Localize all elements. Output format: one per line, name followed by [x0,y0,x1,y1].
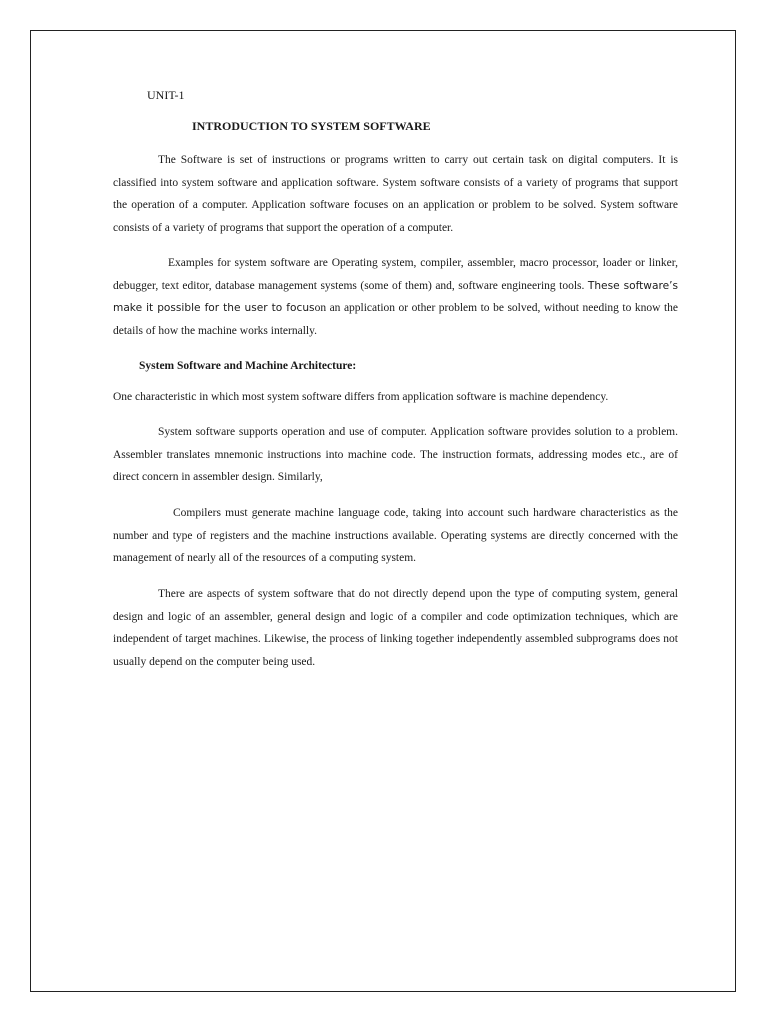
paragraph-machine-dependency: One characteristic in which most system software differs from application software is machine dependency. [113,391,609,403]
unit-label: UNIT-1 [147,88,185,102]
paragraph-compilers: Compilers must generate machine language code, taking into account such hardware characteristics as the number and type of registers and the machine instructions available. Operating systems are directly concerned with the management of nearly all of the resources of a computing system. [113,507,678,565]
paragraph-examples [113,252,678,342]
paragraph-assembler: System software supports operation and use of computer. Application software provides solution to a problem. Assembler translates mnemonic instructions into machine code. The instruction formats, addressing modes etc., are of direct concern in assembler design. Similarly, [113,426,678,484]
paragraph-aspects: There are aspects of system software that do not directly depend upon the type of computing system, general design and logic of an assembler, general design and logic of a compiler and code optimization techniques, which are independent of target machines. Likewise, the process of linking together independently assembled subprograms does not usually depend on the computer being used. [113,588,678,668]
paragraph-examples-tail: on an application or other problem to be solved, without needing to know the details of how the machine works internally. [113,302,678,337]
paragraph-examples-highlight: These software’s make it possible for the user to focus [113,279,678,315]
paragraph-intro: The Software is set of instructions or programs written to carry out certain task on digital computers. It is classified into system software and application software. System software consists of a variety of programs that support the operation of a computer. Application software focuses on an application or problem to be solved. System software consists of a variety of programs that support the operation of a computer. [113,154,678,234]
section-subheading: System Software and Machine Architecture: [139,360,357,372]
paragraph-examples-text: Examples for system software are Operating system, compiler, assembler, macro processor, loader or linker, debugger, text editor, database management systems (some of them) and, software engineering tools. [113,257,678,292]
document-title: INTRODUCTION TO SYSTEM SOFTWARE [192,119,431,133]
